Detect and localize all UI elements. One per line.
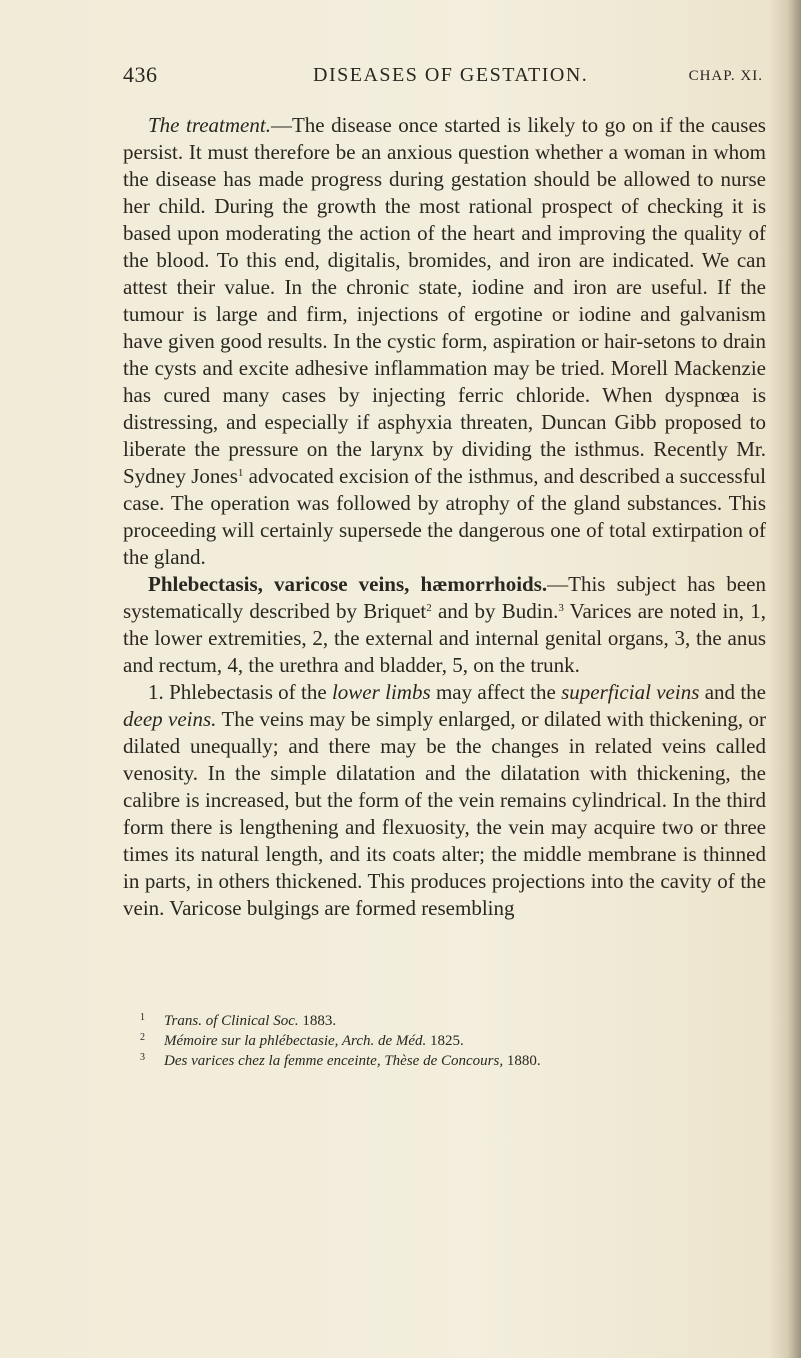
page-edge-shadow — [787, 0, 801, 1358]
footnote-ref-3: 3 — [558, 602, 564, 614]
body-text — [123, 112, 766, 922]
chapter-label: CHAP. XI. — [688, 68, 763, 84]
treatment-text: —The disease once started is likely to go on if the causes persist. It must therefore be an anxious question whether a woman in whom the disease has made progress during gestation should be allowed to nurse her child. During the growth the most rational prospect of checking it is based upon moderating the action of the heart and improving the quality of the blood. To this end, digitalis, bromides, and iron are indicated. We can attest their value. In the chronic state, iodine and iron are useful. If the tumour is large and firm, injections of ergotine or iodine and galvanism have given good results. In the cystic form, aspiration or hair-setons to drain the cysts and excite adhesive inflammation may be tried. Morell Mackenzie has cured many cases by injecting ferric chloride. When dyspnœa is distressing, and especially if asphyxia threaten, Duncan Gibb proposed to liberate the pressure on the larynx by dividing the isthmus. Recently Mr. Sydney Jones — [123, 113, 766, 488]
footnote-1 — [140, 1011, 760, 1031]
footnote-ref-2: 2 — [426, 602, 432, 614]
treatment-heading: The treatment. — [148, 113, 271, 137]
lower-limbs-text-a: 1. Phlebectasis of the — [148, 680, 332, 704]
phlebectasis-text-b: and by Budin. — [431, 599, 559, 623]
footnote-3 — [140, 1051, 760, 1071]
paragraph-phlebectasis — [123, 571, 766, 679]
running-title: DISEASES OF GESTATION. — [313, 64, 589, 86]
lower-limbs-text-b: may affect the — [430, 680, 562, 704]
phlebectasis-text-c: Varices are noted in, 1, the lower extremities, 2, the external and internal genital organs, 3, the anus and rectum, 4, the urethra and bladder, 5, on the trunk. — [123, 599, 766, 677]
lower-limbs-text-c: and the — [699, 680, 766, 704]
footnote-mark: 2 — [140, 1032, 145, 1043]
lower-limbs-text-d: The veins may be simply enlarged, or dilated with thickening, or dilated unequally; and there may be the changes in related veins called venosity. In the simple dilatation and the dilatation with thickening, the calibre is increased, but the form of the vein remains cylindrical. In the third form there is lengthening and flexuosity, the vein may acquire two or three times its natural length, and its coats alter; the middle membrane is thinned in parts, in others thickened. This produces projections into the cavity of the vein. Varicose bulgings are formed resembling — [123, 707, 766, 920]
running-head — [123, 62, 763, 92]
footnote-year: 1880. — [503, 1053, 541, 1069]
footnote-2 — [140, 1031, 760, 1051]
phlebectasis-heading: Phlebectasis, varicose veins, hæmorrhoids. — [148, 572, 548, 596]
lower-limbs-emphasis: lower limbs — [331, 680, 431, 704]
footnote-source: Des varices chez la femme enceinte, Thèse de Concours, — [164, 1053, 504, 1069]
footnotes — [140, 1011, 760, 1071]
footnote-source: Mémoire sur la phlébectasie, Arch. de Méd. — [164, 1033, 427, 1049]
phlebectasis-text-a: —This subject has been systematically described by Briquet — [123, 572, 766, 623]
footnote-mark: 3 — [140, 1052, 145, 1063]
superficial-veins-emphasis: superficial veins — [561, 680, 700, 704]
page-number: 436 — [123, 62, 158, 87]
footnote-year: 1883. — [298, 1013, 337, 1029]
paragraph-lower-limbs — [123, 679, 766, 922]
paragraph-treatment — [123, 112, 766, 571]
treatment-text-continued: advocated excision of the isthmus, and described a successful case. The operation was followed by atrophy of the gland substances. This proceeding will certainly supersede the dangerous one of total extirpation of the gland. — [123, 464, 766, 569]
footnote-year: 1825. — [426, 1033, 464, 1049]
footnote-ref-1: 1 — [237, 467, 244, 479]
deep-veins-emphasis: deep veins. — [123, 707, 217, 731]
footnote-source: Trans. of Clinical Soc. — [164, 1013, 299, 1029]
footnote-mark: 1 — [140, 1012, 145, 1023]
